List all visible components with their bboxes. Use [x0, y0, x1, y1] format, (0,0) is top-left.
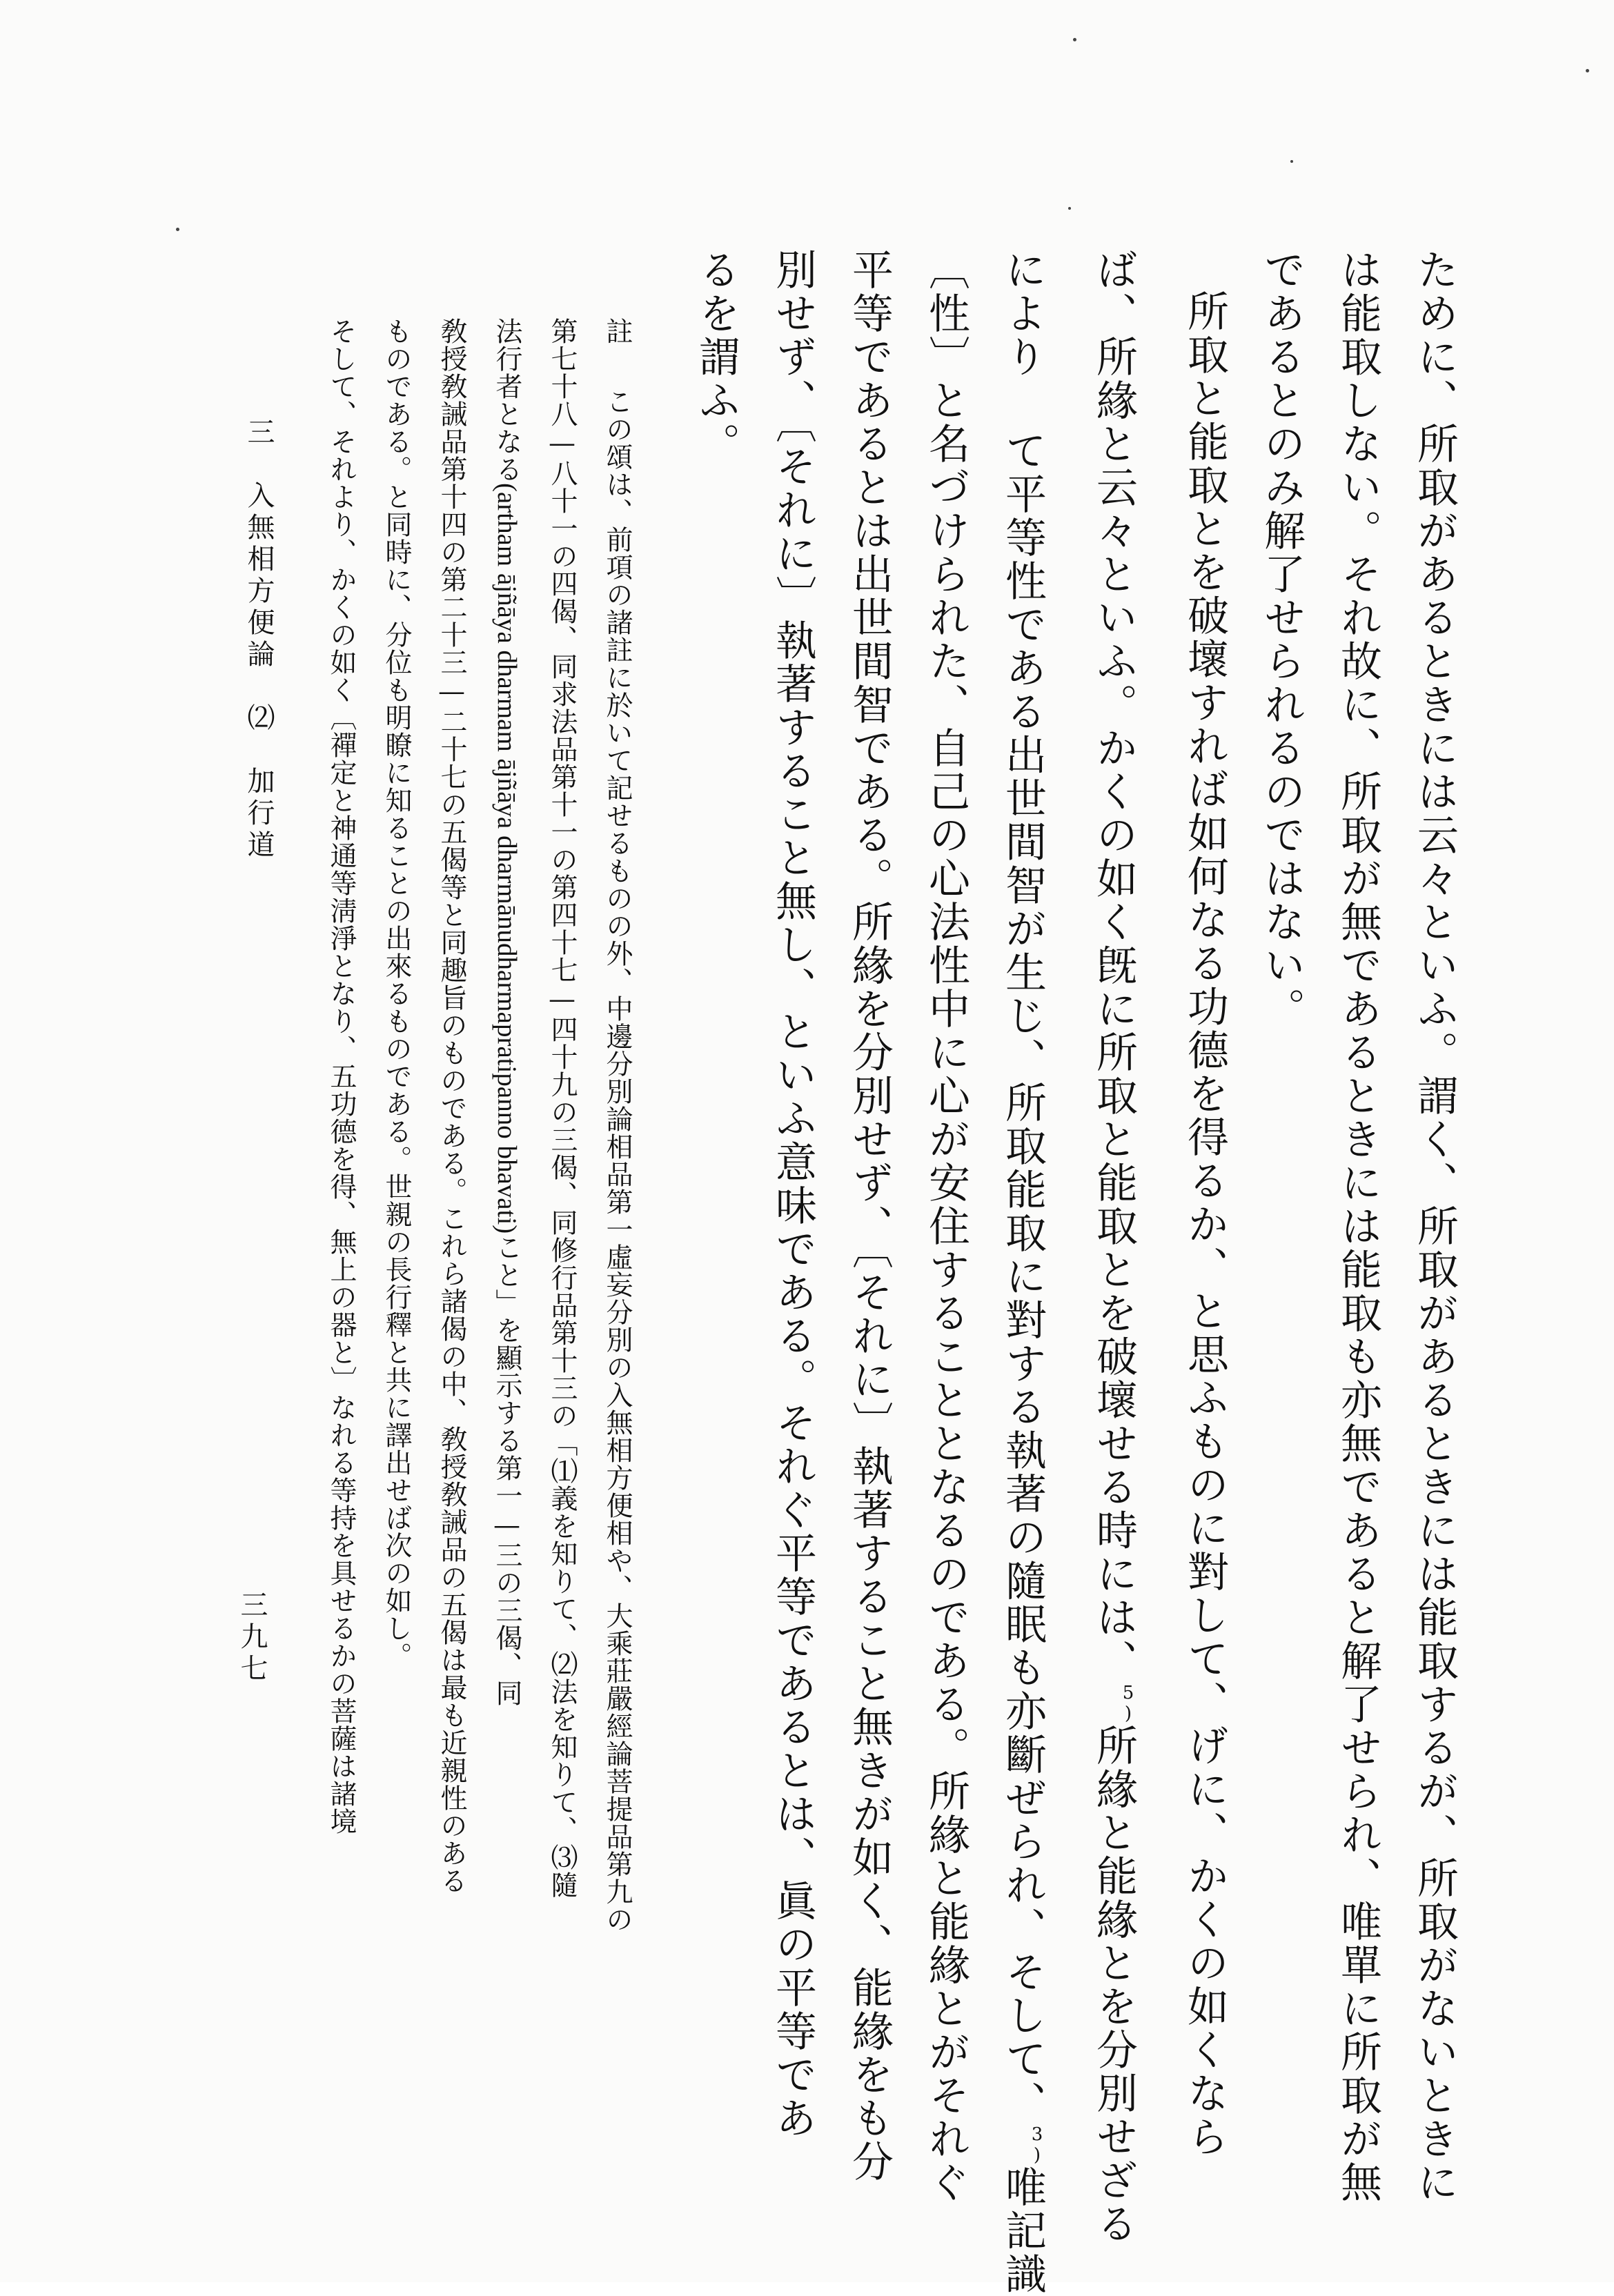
scan-speck: [1068, 207, 1071, 210]
note-line-1-text: この頌は、前項の諸註に於いて記せるものの外、中邊分別論相品第一虛妄分別の入無相方便相や、大乘莊嚴經論菩提品第九の: [602, 388, 633, 1933]
body-line-4: 所取と能取とを破壞すれば如何なる功德を得るか、と思ふものに對して、げに、かくの如くなら: [1181, 290, 1229, 2159]
body-line-6-tail: 唯記識: [998, 2166, 1047, 2296]
running-head: 三 入無相方便論 ⑵ 加行道: [243, 417, 275, 862]
note-line-3-text: 法行者となる: [491, 317, 522, 483]
scan-speck: [176, 228, 179, 231]
note-line-3-tail: こと」を顯示する第一—三の三偈、同: [491, 1234, 522, 1708]
body-line-2: は能取しない。それ故に、所取が無であるときには能取も亦無であると解了せられ、唯單に所取が無: [1334, 248, 1382, 2204]
body-line-6: [984, 248, 1075, 2296]
body-line-3: であるとのみ解了せられるのではない。: [1257, 248, 1306, 1031]
body-line-8: 平等であるとは出世間智である。所緣を分別せず、〔それに〕執著すること無きが如く、能緣をも分: [845, 248, 894, 2184]
scan-speck: [1586, 69, 1589, 72]
note-line-6: そして、それより、かくの如く〔禪定と神通等淸淨となり、五功德を得、無上の器と〕なれる等持を具せるかの菩薩は諸境: [326, 317, 357, 1835]
body-line-1: ために、所取があるときには云々といふ。謂く、所取があるときには能取するが、所取がないときに: [1410, 248, 1459, 2204]
body-line-7: 〔性〕と名づけられた、自己の心法性中に心が安住することとなるのである。所緣と能緣とがそれぐ: [922, 248, 970, 2204]
main-text: [678, 248, 1473, 2296]
notes-block: [313, 317, 644, 2084]
scan-speck: [1073, 38, 1076, 41]
note-mark: 註: [602, 317, 633, 345]
footnote-ref-5: 5): [1118, 1683, 1139, 1724]
body-line-5-tail: 所緣と能緣とを分別せざる: [1090, 1724, 1138, 2246]
body-line-10: るを謂ふ。: [692, 248, 740, 466]
note-line-4: 敎授敎誡品第十四の第二十三—二十七の五偈等と同趣旨のものである。これら諸偈の中、敎授敎誡品の五偈は最も近親性のある: [436, 317, 467, 1894]
body-line-5-text: ば、所緣と云々といふ。かくの如く旣に所取と能取とを破壞せる時には、: [1090, 248, 1138, 1683]
footnote-ref-3: 3): [1027, 2124, 1047, 2166]
sanskrit-quote: (artham ājñāya dharmam ājñāya dharmānudharmapratipanno bhavati): [492, 483, 522, 1234]
note-line-1: [589, 317, 644, 2084]
note-line-2: 第七十八—八十一の四偈、同求法品第十一の第四十七—四十九の三偈、同修行品第十三の「⑴義を知りて、⑵法を知りて、⑶隨: [547, 317, 578, 1899]
body-line-5: [1075, 248, 1166, 2246]
page-number: 三九七: [236, 1590, 268, 1685]
scan-speck: [1290, 160, 1293, 163]
note-line-3: [479, 317, 534, 2084]
body-line-9: 別せず、〔それに〕執著すること無し、といふ意味である。それぐ平等であるとは、眞の平等であ: [769, 248, 817, 2140]
note-line-5: ものである。と同時に、分位も明瞭に知ることの出來るものである。世親の長行釋と共に譯出せば次の如し。: [381, 317, 412, 1670]
body-line-6-text: により て平等性である出世間智が生じ、所取能取に對する執著の隨眠も亦斷ぜられ、そして、: [998, 248, 1047, 2124]
